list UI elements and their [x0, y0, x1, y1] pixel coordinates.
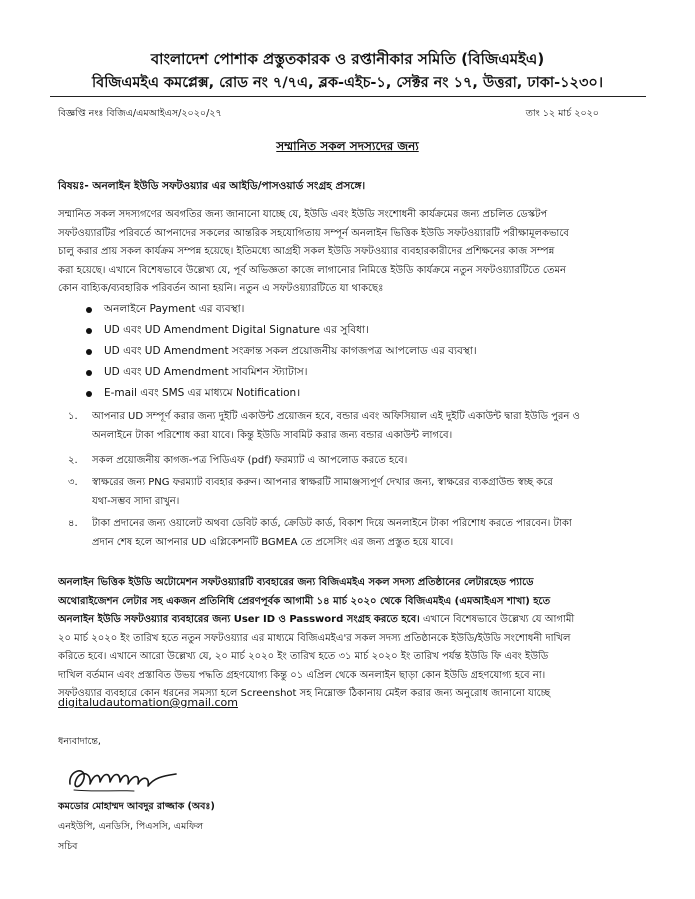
item-line: সকল প্রয়োজনীয় কাগজ-পত্র পিডিএফ (pdf) ফরম্যাট এ আপলোড করতে হবে। — [92, 455, 408, 466]
bullet-icon — [86, 391, 92, 397]
item-line: টাকা প্রদানের জন্য ওয়ালেট অথবা ডেবিট কার্ড, ক্রেডিট কার্ড, বিকাশ দিয়ে অনলাইনে টাকা পরিশোধ করতে পারবেন। টাকা — [92, 518, 572, 529]
notice-heading: সম্মানিত সকল সদস্যদের জন্য — [276, 139, 419, 153]
item-text — [92, 474, 648, 511]
intro-line: চালু করার প্রায় সকল কার্যক্রম সম্পন্ন হয়েছে। ইতিমধ্যে আগ্রহী সকল ইউডি সফটওয়্যার ব্যবহারকারীদের প্রশিক্ষনের কাজ সম্পন্ন — [58, 246, 555, 257]
organization-address: বিজিএমইএ কমপ্লেক্স, রোড নং ৭/৭এ, ব্লক-এইচ-১, সেক্টর নং ১৭, উত্তরা, ঢাকা-১২৩০। — [91, 75, 604, 91]
closing-paragraph — [58, 574, 646, 704]
closing-bold-line: অথোরাইজেশন লেটার সহ একজন প্রতিনিধি প্রেরণপূর্বক আগামী ১৪ মার্চ ২০২০ থেকে বিজিএমইএ (এমআইএস শাখা) হতে — [58, 595, 551, 607]
item-text — [92, 515, 648, 552]
feature-text: অনলাইনে Payment এর ব্যবস্থা। — [104, 303, 245, 315]
item-number: ৪. — [68, 518, 78, 529]
bullet-icon — [86, 307, 92, 313]
closing-bold-line: অনলাইন ভিত্তিক ইউডি অটোমেশন সফটওয়্যারটি ব্যবহারের জন্য বিজিএমইএ সকল সদস্য প্রতিষ্ঠানের লেটারহেড প্যাডে — [58, 577, 534, 588]
organization-name: বাংলাদেশ পোশাক প্রস্তুতকারক ও রপ্তানীকার সমিতি (বিজিএমইএ) — [150, 50, 545, 68]
feature-text: UD এবং UD Amendment Digital Signature এর সুবিধা। — [104, 324, 369, 336]
subject-line: বিষয়ঃ- অনলাইন ইউডি সফটওয়্যার এর আইডি/পাসওয়ার্ড সংগ্রহ প্রসঙ্গে। — [58, 180, 366, 192]
closing-line: ২০ মার্চ ২০২০ ইং তারিখ হতে নতুন সফটওয়্যার এর মাধ্যমে বিজিএমইএ'র সকল সদস্য প্রতিষ্ঠানকে ইউডি/ইউডি সংশোধনী দাখিল — [58, 632, 571, 644]
list-item — [84, 341, 477, 362]
features-list — [84, 299, 477, 404]
credentials-instruction: অনলাইন ইউডি সফটওয়্যার ব্যবহারের জন্য User ID ও Password সংগ্রহ করতে হবে। — [58, 614, 420, 625]
signatory-name: কমডোর মোহাম্মদ আবদুর রাজ্জাক (অবঃ) — [58, 801, 215, 812]
item-number: ২. — [68, 455, 78, 466]
intro-paragraph — [58, 206, 646, 299]
item-line: অনলাইনে টাকা পরিশোধ করা যাবে। কিন্তু ইউডি সাবমিট করার জন্য বন্ডার একাউন্ট লাগবে। — [92, 429, 453, 441]
item-number: ১. — [68, 411, 78, 422]
feature-text: UD এবং UD Amendment সংক্রান্ত সকল প্রয়োজনীয় কাগজপত্র আপলোড এর ব্যবস্থা। — [104, 345, 477, 357]
feature-text: UD এবং UD Amendment সাবমিশন স্ট্যাটাস। — [104, 366, 308, 378]
closing-note: এখানে বিশেষভাবে উল্লেখ্য যে আগামী — [419, 614, 575, 625]
item-line: যথা-সম্ভব সাদা রাখুন। — [92, 495, 180, 507]
closing-mixed-line — [58, 611, 646, 630]
thanks-line: ধন্যবাদান্তে, — [58, 736, 101, 747]
support-email-link[interactable]: digitaludautomation@gmail.com — [58, 696, 238, 709]
list-item — [84, 383, 477, 404]
intro-line: সম্মানিত সকল সদস্যগণের অবগতির জন্য জানানো যাচ্ছে যে, ইউডি এবং ইউডি সংশোধনী কার্যক্রমের জন্য প্রচলিত ডেস্কটপ — [58, 209, 548, 220]
intro-line: করা হয়েছে। এখানে বিশেষভাবে উল্লেখ্য যে, পূর্ব অভিজ্ঞতা কাজে লাগানোর নিমিত্তে ইউডি কার্যক্রমে নতুন সফটওয়্যারটিতে তেমন — [58, 264, 566, 276]
bullet-icon — [86, 328, 92, 334]
bullet-icon — [86, 370, 92, 376]
item-line: স্বাক্ষরের জন্য PNG ফরম্যাট ব্যবহার করুন। আপনার স্বাক্ষরটি সামাঞ্জস্যপূর্ণ দেখার জন্য, স্বাক্ষরের ব্যকগ্রাউন্ড স্বচ্ছ করে — [92, 477, 553, 488]
list-item — [84, 362, 477, 383]
closing-line: দাখিল বর্তমান এবং প্রস্তাবিত উভয় পদ্ধতি গ্রহণযোগ্য কিন্তু ০১ এপ্রিল থেকে অনলাইন ছাড়া কোন ইউডি গ্রহণযোগ্য হবে না। — [58, 669, 546, 681]
item-text — [92, 408, 648, 445]
intro-line: সফটওয়্যারটির পরিবর্তে আপনাদের সকলের আন্তরিক সহযোগিতায় সম্পূর্ন অনলাইন ভিত্তিক ইউডি সফটওয়্যারটি পরীক্ষামূলকভাবে — [58, 227, 569, 239]
signatory-credentials: এনইউপি, এনডিসি, পিএসসি, এমফিল — [58, 821, 204, 832]
notice-date: তাং ১২ মার্চ ২০২০ — [525, 108, 599, 119]
item-line: আপনার UD সম্পূর্ণ করার জন্য দুইটি একাউন্ট প্রয়োজন হবে, বন্ডার এবং অফিসিয়াল এই দুইটি একাউন্ট দ্বারা ইউডি পুরন ও — [92, 411, 580, 422]
item-text — [92, 452, 648, 471]
bullet-icon — [86, 349, 92, 355]
list-item — [84, 320, 477, 341]
letterhead-divider — [50, 96, 646, 97]
closing-line: সফটওয়্যার ব্যবহারে কোন ধরনের সমস্যা হলে Screenshot সহ নিম্নোক্ত ঠিকানায় মেইল করার জন্য অনুরোধ জানানো যাচ্ছে — [58, 688, 551, 699]
reference-number: বিজ্ঞপ্তি নংঃ বিজিএ/এমআইএস/২০২০/২৭ — [58, 108, 222, 119]
signatory-role: সচিব — [58, 841, 78, 852]
item-number: ৩. — [68, 477, 78, 488]
intro-line: কোন বাহ্যিক/ব্যবহারিক পরিবর্তন আনা হয়নি। নতুন এ সফটওয়্যারটিতে যা থাকছেঃ — [58, 283, 384, 294]
list-item — [84, 299, 477, 320]
item-line: প্রদান শেষ হলে আপনার UD এপ্লিকেশনটি BGMEA তে প্রসেসিং এর জন্য প্রস্তুত হয়ে যাবে। — [92, 536, 454, 548]
feature-text: E-mail এবং SMS এর মাধ্যমে Notification। — [104, 387, 301, 399]
closing-line: করিতে হবে। এখানে আরো উল্লেখ্য যে, ২০ মার্চ ২০২০ ইং তারিখ হতে ৩১ মার্চ ২০২০ ইং তারিখ পর্যন্ত ইউডি ফি এবং ইউডি — [58, 651, 549, 662]
signature-image — [64, 760, 184, 796]
